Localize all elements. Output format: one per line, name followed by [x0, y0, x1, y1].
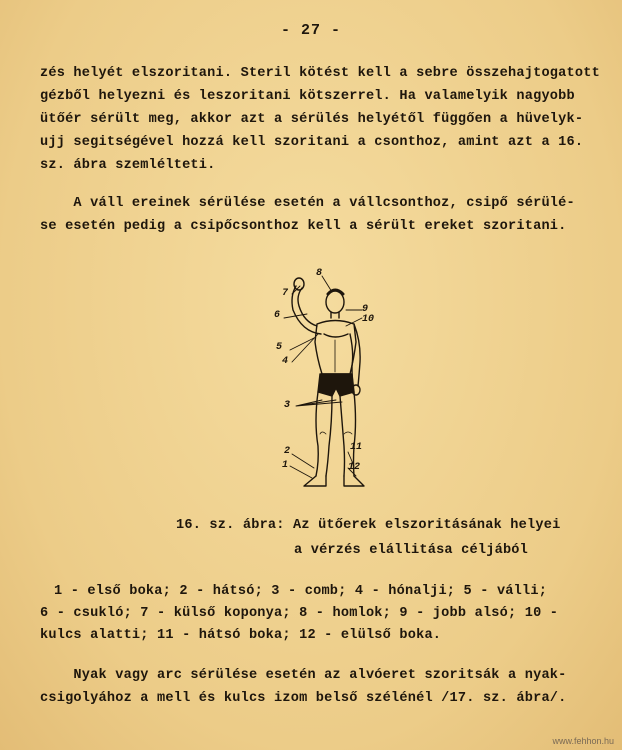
legend-line: 1 - első boka; 2 - hátsó; 3 - comb; 4 - hónalji; 5 - válli;	[54, 584, 548, 599]
text-line: A váll ereinek sérülése esetén a vállcsonthoz, csipő sérülé-	[40, 196, 575, 211]
figure-label-5: 5	[276, 342, 283, 353]
figure-label-3: 3	[284, 400, 291, 411]
legend-line: 6 - csukló; 7 - külső koponya; 8 - homlok; 9 - jobb alsó; 10 -	[40, 606, 559, 621]
legend-line: kulcs alatti; 11 - hátsó boka; 12 - elülső boka.	[40, 628, 442, 643]
figure-16	[262, 262, 382, 494]
figure-label-10: 10	[362, 314, 375, 325]
figure-label-2: 2	[284, 446, 291, 457]
human-figure-illustration	[262, 262, 382, 494]
figure-label-6: 6	[274, 310, 281, 321]
figure-caption-line1: 16. sz. ábra: Az ütőerek elszoritásának helyei	[176, 518, 561, 533]
figure-label-12: 12	[348, 462, 361, 473]
figure-label-11: 11	[350, 442, 363, 453]
figure-label-1: 1	[282, 460, 289, 471]
watermark: www.fehhon.hu	[552, 736, 614, 746]
figure-caption-line2: a vérzés elállitása céljából	[294, 543, 529, 558]
text-line: ujj segitségével hozzá kell szoritani a csonthoz, amint azt a 16.	[40, 135, 584, 150]
text-line: Nyak vagy arc sérülése esetén az alvóeret szoritsák a nyak-	[40, 668, 567, 683]
figure-label-7: 7	[282, 288, 289, 299]
page-number: - 27 -	[280, 22, 341, 39]
figure-label-8: 8	[316, 268, 323, 279]
text-line: gézből helyezni és leszoritani kötszerrel. Ha valamelyik nagyobb	[40, 89, 575, 104]
text-line: se esetén pedig a csipőcsonthoz kell a sérült ereket szoritani.	[40, 219, 567, 234]
text-line: ütőér sérült meg, akkor azt a sérülés helyétől függően a hüvelyk-	[40, 112, 584, 127]
figure-label-4: 4	[282, 356, 289, 367]
text-line: csigolyához a mell és kulcs izom belső szélénél /17. sz. ábra/.	[40, 691, 567, 706]
text-line: sz. ábra szemlélteti.	[40, 158, 216, 173]
figure-label-9: 9	[362, 304, 369, 315]
text-line: zés helyét elszoritani. Steril kötést kell a sebre összehajtogatott	[40, 66, 600, 81]
